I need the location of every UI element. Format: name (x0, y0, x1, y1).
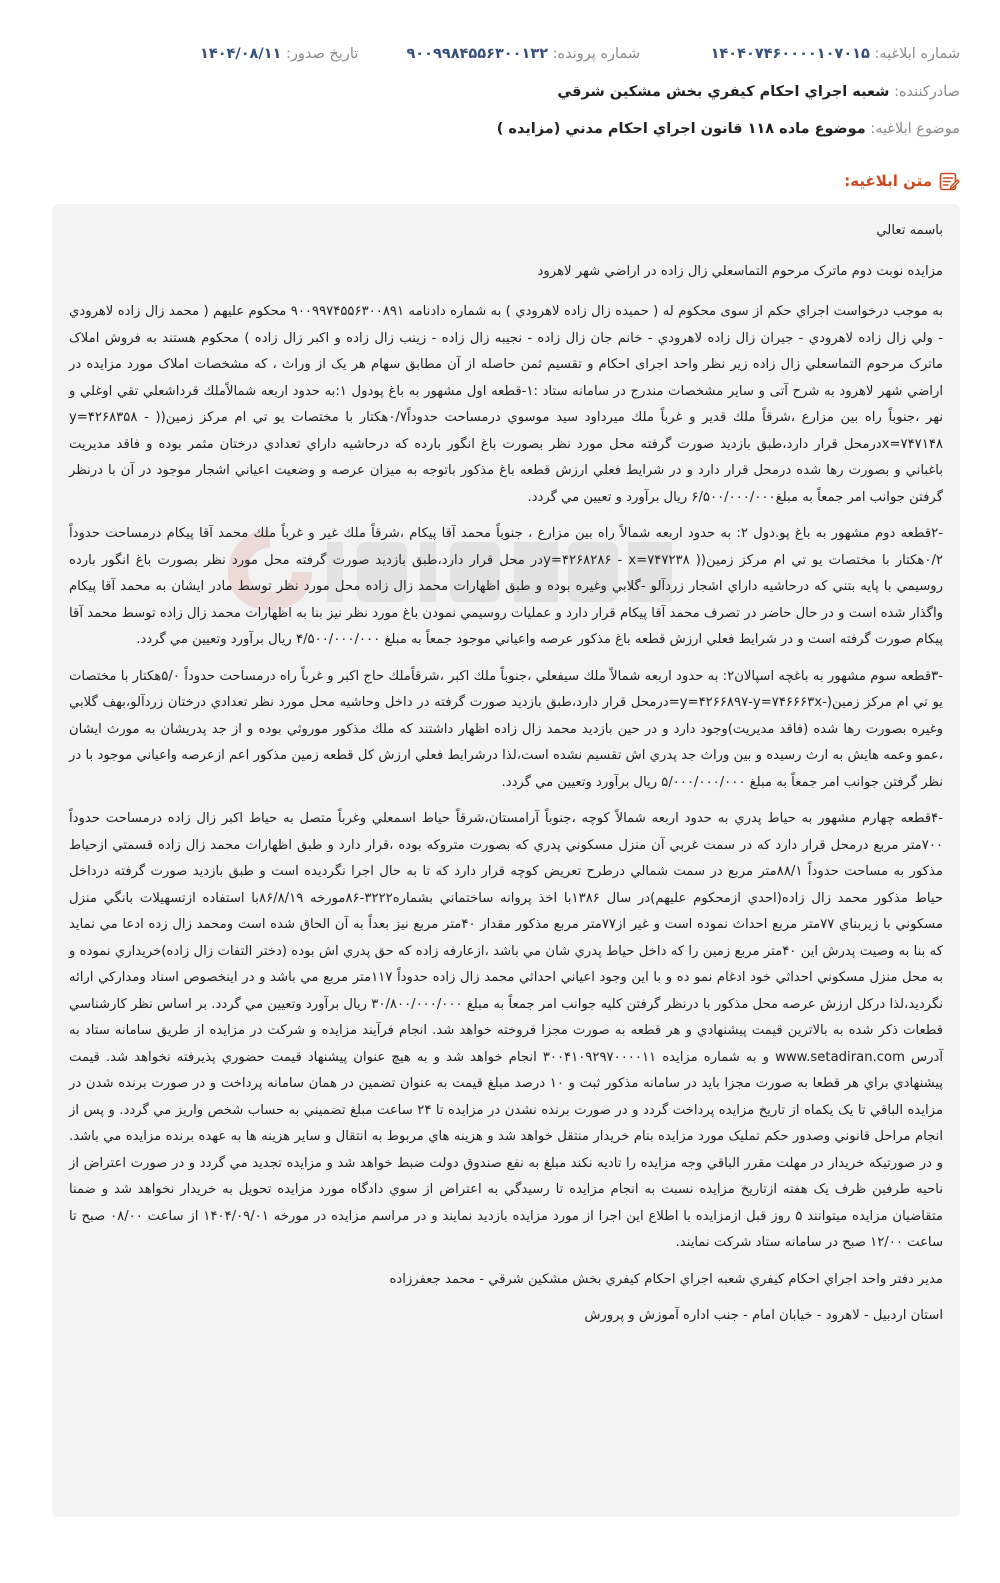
case-number-label: شماره پرونده: (552, 46, 640, 62)
subject-value: موضوع ماده ۱۱۸ قانون اجراي احکام مدني (مزايده ) (496, 121, 866, 137)
issue-date (200, 46, 358, 62)
notice-paragraph: -۲قطعه دوم مشهور به باغ پو.دول ۲: به حدود اربعه شمالاً راه بين مزارع ، جنوباً محمد آقا پيكام ،شرقاً ملك غير و غرباً ملك محمد آقا پيكام درمساحت حدوداً ۰/۲هكتار با مختصات يو تي ام مركز زمين(( y=۴۲۶۸۲۸۶ - x=۷۴۷۲۳۸در محل قرار دارد،طبق بازديد صورت گرفته محل مورد نظر بصورت باغ انگور بارده روسيمي با پايه بتني كه درحاشيه داراي اشجار زردآلو -گلابي وغيره بوده و طبق اظهارات محمد زال زاده محل مورد نظر توسط مادر ايشان به محمد آقا پيكام واگذار شده است و در حال حاضر در تصرف محمد آقا پيكام قرار دارد و عمليات روسيمي نمودن باغ مورد نظر نيز بنا به اظهارات محمد زال زاده توسط محمد آقا پيكام صورت گرفته است و در شرايط فعلي ارزش قطعه باغ مذكور عرصه واعياني موجود جمعاً به مبلغ ۴/۵۰۰/۰۰۰/۰۰۰ ريال برآورد وتعيين مي گردد. (69, 526, 943, 647)
notice-paragraph: -۴قطعه چهارم مشهور به حياط پدري به حدود اربعه شمالاً كوچه ،جنوباً آرامستان،شرقاً حياط اسمعلي وغرباً متصل به حياط اكبر زال زاده درمساحت حدوداً ۷۰۰متر مربع درمحل قرار دارد كه در سمت غربي آن منزل مسكوني پدري كه بصورت متروكه بوده ،قرار دارد و طبق اظهارات محمد زال زاده قسمتي ازحياط مذكور به مساحت حدوداً ۸۸/۱متر مربع در سمت شمالي درطرح تعريض كوچه قرار دارد كه تا به حال اجرا نگرديده است و طبق بازديد صورت گرفته درداخل حياط مذكور محمد زال زاده(احدي ازمحكوم عليهم)در سال ۱۳۸۶با اخذ پروانه ساختماني بشماره۳۲۲۲-۸۶مورخه ۸۶/۸/۱۹با استفاده ازتسهيلات بانگي منزل مسكوني با زيربناي ۷۷متر مربع احداث نموده است و غير از۷۷متر مربع مذكور مقدار ۴۰متر مربع نيز بعداً به آن الحاق شده است ومحمد زال زده ادعا مي نمايد كه بنا به وصيت پدرش اين ۴۰متر مربع زمين را كه داخل حياط پدري شان مي باشد ،ازعارفه زاده كه حق پدري اش بوده (دختر التفات زال زاده)خريداري نموده و به محل منزل مسكوني احداثي خود ادغام نمو ده و با اين وجود اعياني احداثي محمد زال زاده حدوداً ۱۱۷متر مربع مي باشد و در اينخصوص اسناد ومداركي ارائه نگرديد،لذا دركل ارزش عرصه محل مذكور با درنظر گرفتن كليه جوانب امر جمعاً به مبلغ ۳۰/۸۰۰/۰۰۰/۰۰۰ ريال برآورد وتعيين مي گردد. بر اساس نظر کارشناسي قطعات ذکر شده به بالاترين قيمت پيشنهادي و هر قطعه به صورت مجزا فروخته خواهد شد. انجام فرآيند مزايده و شرکت در مزايده از طريق سامانه ستاد به آدرس www.setadiran.com و به شماره مزايده ۳۰۰۴۱۰۹۲۹۷۰۰۰۰۱۱ انجام خواهد شد و به هيچ عنوان پيشنهاد قيمت حضوري پذيرفته نخواهد شد. قيمت پيشنهادي براي هر قطعا به صورت مجزا بايد در سامانه مذکور ثبت و ۱۰ درصد مبلغ قيمت به عنوان تضمين در همان سامانه پرداخت و در صورت برنده شدن در مزايده الباقي تا يک يکماه از تاريخ مزايده پرداخت گردد و در صورت برنده نشدن در مزايده تا ۲۴ ساعت مبلغ تضميني به حساب شخص واريز مي گردد. و پس از انجام مراحل قانوني وصدور حکم تمليک مورد مزايده بنام خريدار منتقل خواهد شد و هزينه هاي مربوط به انتقال و ساير هزينه ها به عهده برنده مزايده مي باشد. و در صورتيکه خريدار در مهلت مقرر الباقي وجه مزايده را تاديه نکند مبلغ به نفع صندوق دولت ضبط خواهد شد و مزايده تجديد مي گردد و در صورت اعتراض از ناحيه طرفين ظرف يک هفته ازتاريخ مزايده نسبت به انجام مزايده تا رسيدگي به اعتراض از سوي دادگاه مورد مزايده تحويل به خريدار نخواهد شد و ضمنا متقاضيان مزايده ميتوانند ۵ روز قبل ازمزايده با اطلاع اين اجرا از مورد مزايده بازديد نمايند و در مراسم مزايده در مورخه ۱۴۰۴/۰۹/۰۱ از ساعت ۰۸/۰۰ صبح تا ساعت ۱۲/۰۰ صبح در سامانه ستاد شرکت نمايند. (69, 811, 944, 1250)
notice-number-label: شماره ابلاغيه: (874, 46, 960, 62)
issuer-label: صادرکننده: (894, 84, 960, 100)
notice-paragraph: باسمه تعالي (876, 223, 943, 238)
notice-number-value: ۱۴۰۴۰۷۴۶۰۰۰۰۱۰۷۰۱۵ (710, 46, 870, 62)
notice-number (711, 46, 960, 62)
issue-date-value: ۱۴۰۴/۰۸/۱۱ (200, 46, 282, 62)
section-title-text: متن ابلاغيه: (844, 172, 932, 190)
notice-meta-row (40, 46, 960, 70)
document-icon (938, 170, 960, 192)
issuer-value: شعبه اجراي احكام كيفري بخش مشكين شرقي (557, 84, 890, 100)
notice-address: استان اردبيل - لاهرود - خيابان امام - جنب اداره آموزش و پرورش (584, 1308, 943, 1323)
notice-paragraph: -۳قطعه سوم مشهور به باغچه اسپالان۲: به حدود اربعه شمالاً ملك سيفعلي ،جنوباً ملك اكبر ،شرقاًملك حاج اكبر و غرباً راه درمساحت حدوداً ۵/۰هكتار با مختصات يو تي ام مركز زمين(-y=۴۲۶۶۸۹۷-y=۷۴۶۶۶۳x=درمحل قرار دارد،طبق بازديد صورت گرفته در داخل وحاشيه محل مورد نظر تعدادي درختان زردآلو،بهف گلابي وغيره بصورت رها شده (فاقد مديريت)وجود دارد و در حين بازديد محمد زال زاده اظهار داشتند كه ملك مذكور موروثي بوده و از جد پدريشان به مورث ايشان ،عمو وعمه هايش به ارث رسيده و بين وراث جد پدري اش تقسيم نشده است،لذا درشرايط فعلي ارزش كل قطعه زمين مذكور اعم ازعرصه واعياني موجود با در نظر گرفتن جوانب امر جمعاً به مبلغ ۵/۰۰۰/۰۰۰/۰۰۰ ريال برآورد وتعيين مي گردد. (69, 668, 943, 790)
notice-subject (497, 121, 960, 137)
case-number-value: ۹۰۰۹۹۸۴۵۵۶۳۰۰۱۳۲ (406, 46, 549, 62)
notice-signature: مدير دفتر واحد اجراي احکام کيفري شعبه اجراي احكام كيفري بخش مشكين شرقي - محمد جعفرزاده (389, 1271, 943, 1287)
notice-body (52, 204, 960, 1517)
notice-paragraph: به موجب درخواست اجراي حکم از سوی محکوم له ( حميده زال زاده لاهرودي ) به شماره دادنامه ۹۰۰۹۹۷۴۵۵۶۳۰۰۸۹۱ محکوم عليهم ( محمد زال زاده لاهرودي - ولي زال زاده لاهرودي - جيران زال زاده لاهرودي - خانم جان زال زاده - نجيبه زال زاده - زينب زال زاده و اکبر زال زاده ) محکوم هستند به فروش املاک ماترک مرحوم التماسعلي زال زاده زير نظر واحد اجرای احکام و تقسيم ثمن حاصله از آن مطابق سهام هر يک از وراث ، که مشخصات املاک مورد مزايده در اراضي شهر لاهرود به شرح آتی و ساير مشخصات مندرج در سامانه ستاد :۱-قطعه اول مشهور به باغ پودول ۱:به حدود اربعه شمالاًملك قرداشعلي تقي اوغلي و نهر ،جنوباً راه بين مزارع ،شرقاً ملك قدير و غرباً ملك ميرداود سيد موسوي درمساحت حدوداً۰/۷هكتار با مختصات يو تي ام مركز زمين(( y=۴۲۶۸۳۵۸ - x=۷۴۷۱۴۸درمحل قرار دارد،طبق بازديد صورت گرفته محل مورد نظر بصورت باغ انگور بارده كه درحاشيه داراي تعدادي درختان مثمر بوده و فاقد مديريت باغباني و بصورت رها شده درمحل قرار دارد و در شرايط فعلي ارزش قطعه باغ مذكور باتوجه به ميزان عرصه و وضعيت اعياني اشجار موجود در آن با درنظر گرفتن جوانب امر جمعاً به مبلغ۶/۵۰۰/۰۰۰/۰۰۰ ريال برآورد و تعيين مي گردد. (69, 304, 943, 505)
section-title (844, 170, 960, 192)
notice-paragraph: مزايده نوبت دوم ماترک مرحوم التماسعلي زال زاده در اراضي شهر لاهرود (537, 263, 943, 279)
issue-date-label: تاريخ صدور: (286, 46, 359, 62)
case-number (406, 46, 640, 62)
issuer (557, 84, 960, 100)
subject-label: موضوع ابلاغيه: (870, 121, 960, 137)
